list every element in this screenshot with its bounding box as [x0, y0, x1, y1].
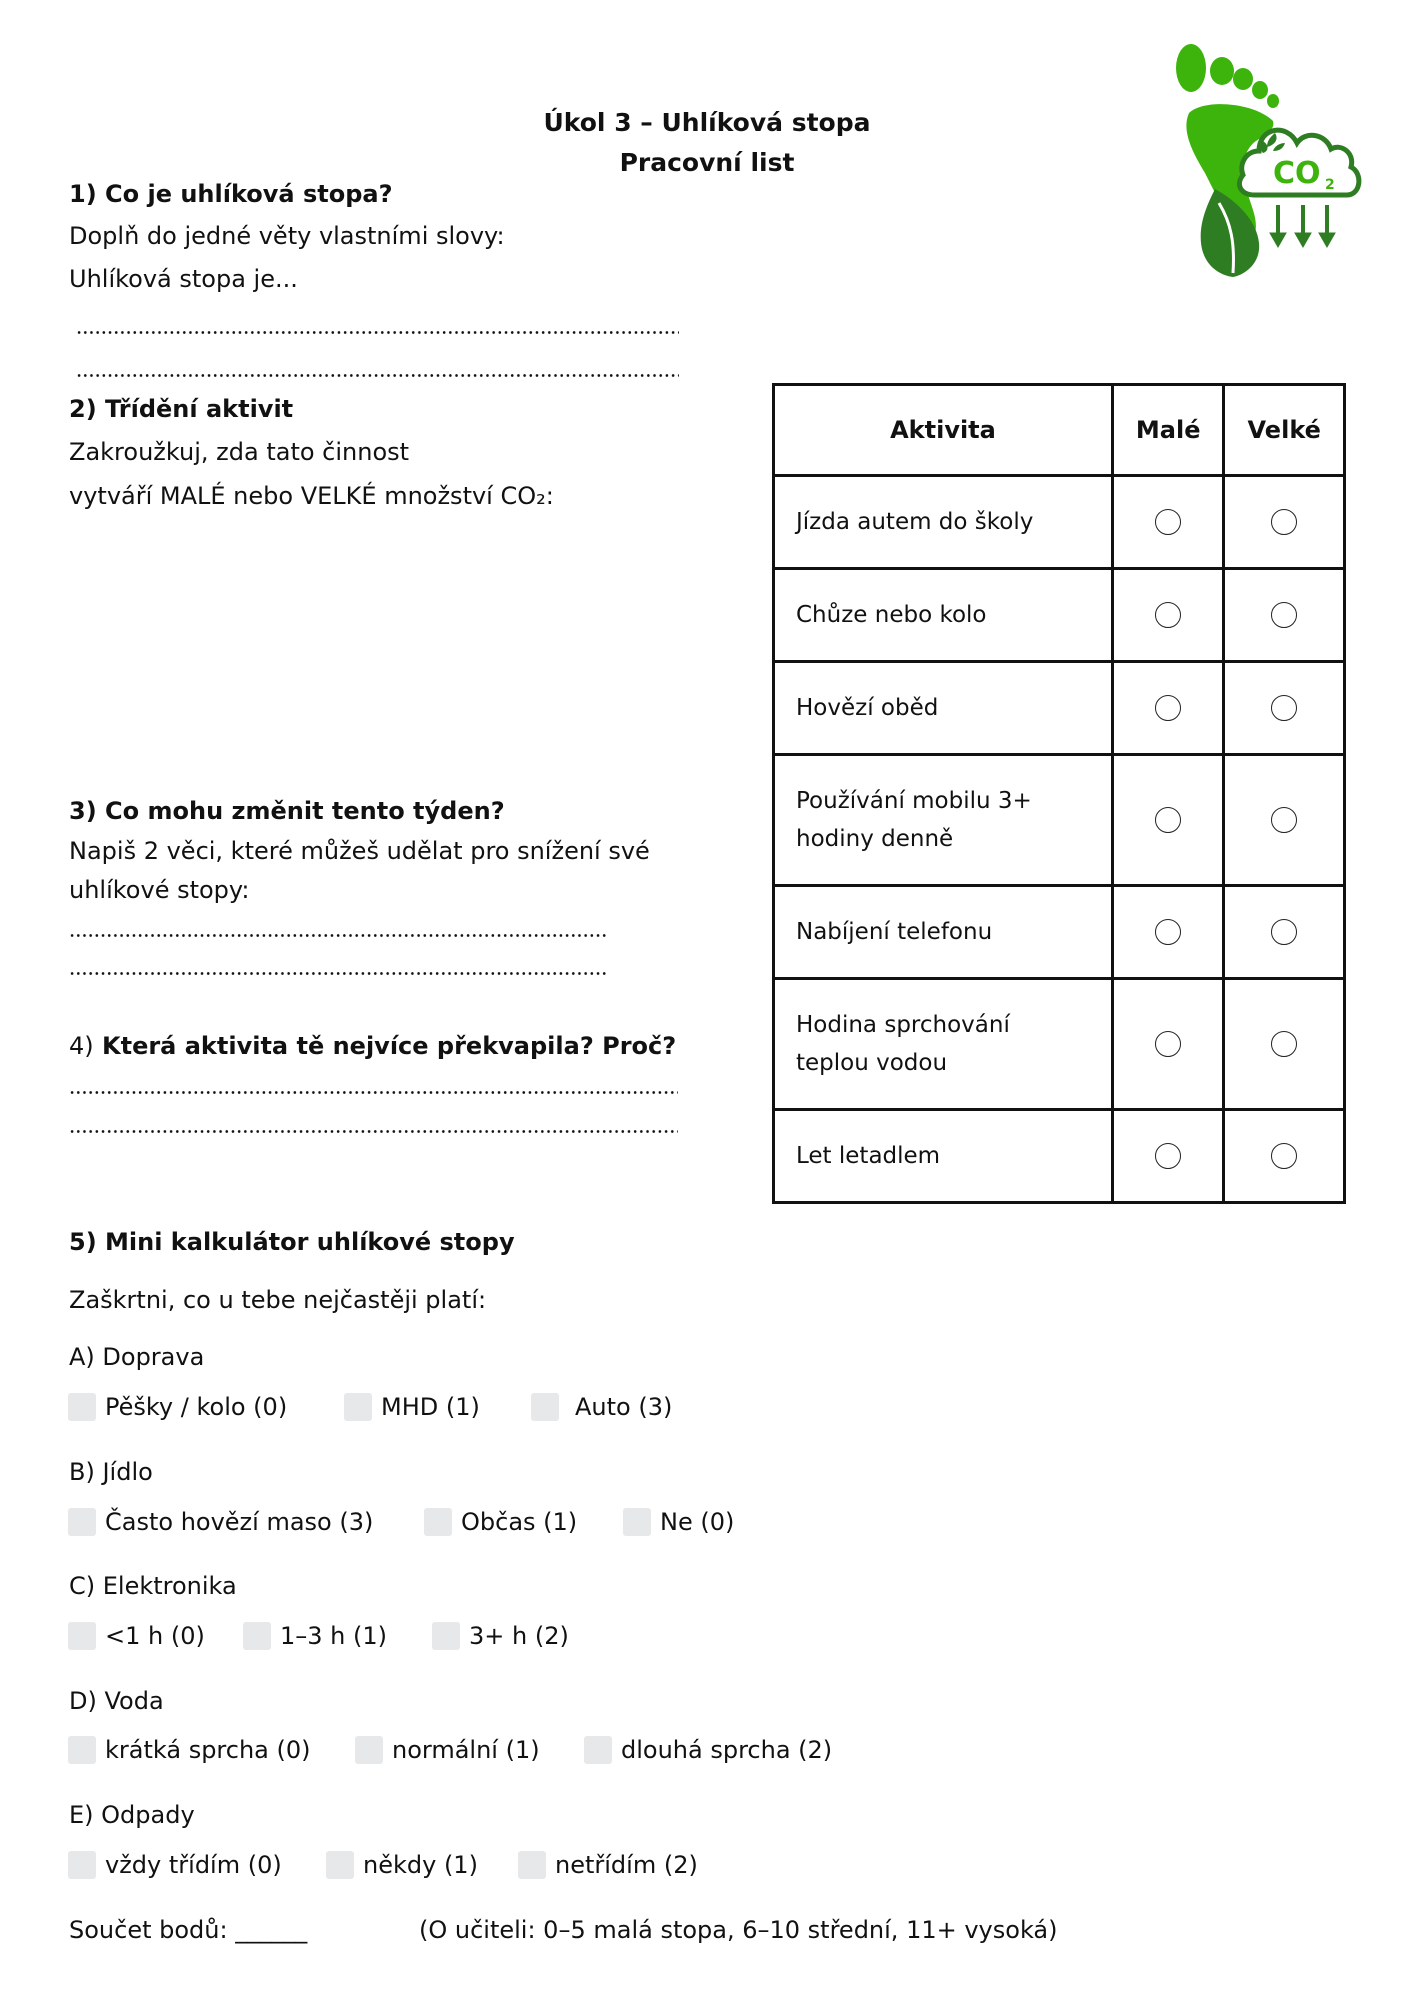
options-transport — [68, 1393, 768, 1423]
answer-line[interactable] — [69, 1091, 678, 1094]
large-option-cell[interactable] — [1224, 569, 1345, 662]
section-3-instruction-line1: Napiš 2 věci, které můžeš udělat pro snížení své — [69, 837, 650, 865]
options-electronics — [68, 1622, 628, 1652]
option-label: <1 h (0) — [105, 1622, 205, 1650]
table-row — [774, 755, 1345, 886]
large-option-cell[interactable] — [1224, 1110, 1345, 1203]
option-label: krátká sprcha (0) — [105, 1736, 311, 1764]
answer-line[interactable] — [76, 331, 679, 334]
activity-label-line: Chůze nebo kolo — [796, 602, 987, 628]
option-label: 1–3 h (1) — [280, 1622, 388, 1650]
section-4-heading — [69, 1032, 676, 1060]
worksheet-subtitle: Pracovní list — [619, 148, 795, 177]
checkbox[interactable] — [432, 1622, 460, 1650]
co2-logo-text: CO — [1273, 156, 1321, 191]
answer-line[interactable] — [76, 374, 679, 377]
activity-label-line: Používání mobilu 3+ — [796, 788, 1032, 814]
checkbox[interactable] — [243, 1622, 271, 1650]
option-label: Pěšky / kolo (0) — [105, 1393, 288, 1421]
activity-label — [774, 755, 1113, 886]
checkbox[interactable] — [68, 1622, 96, 1650]
options-food — [68, 1508, 788, 1538]
answer-line[interactable] — [69, 1130, 678, 1133]
activity-label — [774, 1110, 1113, 1203]
checkbox[interactable] — [326, 1851, 354, 1879]
svg-text:2: 2 — [1325, 177, 1335, 193]
table-row — [774, 569, 1345, 662]
points-sum-field[interactable]: Součet bodů: ______ — [69, 1916, 308, 1944]
checkbox[interactable] — [355, 1736, 383, 1764]
activity-label-line: Let letadlem — [796, 1143, 941, 1169]
activity-label-line: Nabíjení telefonu — [796, 919, 993, 945]
section-2-instruction-line2: vytváří MALÉ nebo VELKÉ množství CO₂: — [69, 482, 554, 510]
answer-line[interactable] — [69, 972, 606, 975]
worksheet-title: Úkol 3 – Uhlíková stopa — [543, 108, 871, 137]
column-header-activity: Aktivita — [774, 385, 1113, 476]
activity-label — [774, 569, 1113, 662]
small-circle-option[interactable] — [1155, 695, 1181, 721]
option-label: vždy třídím (0) — [105, 1851, 282, 1879]
small-option-cell[interactable] — [1112, 569, 1224, 662]
table-row — [774, 662, 1345, 755]
table-header-row — [774, 385, 1345, 476]
option-label: normální (1) — [392, 1736, 540, 1764]
checkbox[interactable] — [424, 1508, 452, 1536]
option-label: Často hovězí maso (3) — [105, 1508, 374, 1536]
activity-label — [774, 662, 1113, 755]
section-3-instruction-line2: uhlíkové stopy: — [69, 876, 250, 904]
column-header-large: Velké — [1224, 385, 1345, 476]
answer-line[interactable] — [69, 934, 606, 937]
large-circle-option[interactable] — [1271, 807, 1297, 833]
table-row — [774, 476, 1345, 569]
section-2-heading: 2) Třídění aktivit — [69, 395, 294, 423]
large-circle-option[interactable] — [1271, 1031, 1297, 1057]
table-row — [774, 1110, 1345, 1203]
large-option-cell[interactable] — [1224, 755, 1345, 886]
section-5-heading: 5) Mini kalkulátor uhlíkové stopy — [69, 1228, 515, 1256]
section-1-heading: 1) Co je uhlíková stopa? — [69, 180, 393, 208]
teacher-note: (O učiteli: 0–5 malá stopa, 6–10 střední, 11+ vysoká) — [419, 1916, 1058, 1944]
large-option-cell[interactable] — [1224, 662, 1345, 755]
option-label: Občas (1) — [461, 1508, 578, 1536]
option-label: někdy (1) — [363, 1851, 478, 1879]
column-header-small: Malé — [1112, 385, 1224, 476]
section-1-instruction: Doplň do jedné věty vlastními slovy: — [69, 222, 505, 250]
checkbox[interactable] — [68, 1393, 96, 1421]
activity-label-line: hodiny denně — [796, 826, 954, 852]
checkbox[interactable] — [68, 1736, 96, 1764]
group-label-food: B) Jídlo — [69, 1458, 153, 1486]
option-label: netřídím (2) — [555, 1851, 698, 1879]
small-option-cell[interactable] — [1112, 476, 1224, 569]
small-circle-option[interactable] — [1155, 807, 1181, 833]
large-circle-option[interactable] — [1271, 1143, 1297, 1169]
small-option-cell[interactable] — [1112, 979, 1224, 1110]
checkbox[interactable] — [531, 1393, 559, 1421]
activity-label-line: Hovězí oběd — [796, 695, 939, 721]
checkbox[interactable] — [68, 1851, 96, 1879]
group-label-transport: A) Doprava — [69, 1343, 205, 1371]
checkbox[interactable] — [344, 1393, 372, 1421]
section-3-heading: 3) Co mohu změnit tento týden? — [69, 797, 505, 825]
large-circle-option[interactable] — [1271, 602, 1297, 628]
section-4-number: 4) — [69, 1032, 94, 1060]
options-water — [68, 1736, 868, 1766]
small-circle-option[interactable] — [1155, 602, 1181, 628]
large-option-cell[interactable] — [1224, 476, 1345, 569]
section-5-instruction: Zaškrtni, co u tebe nejčastěji platí: — [69, 1286, 487, 1314]
activity-label — [774, 886, 1113, 979]
checkbox[interactable] — [68, 1508, 96, 1536]
small-circle-option[interactable] — [1155, 919, 1181, 945]
section-1-prompt: Uhlíková stopa je... — [69, 265, 298, 293]
activity-label-line: Jízda autem do školy — [796, 509, 1034, 535]
group-label-water: D) Voda — [69, 1687, 164, 1715]
checkbox[interactable] — [584, 1736, 612, 1764]
small-option-cell[interactable] — [1112, 755, 1224, 886]
activity-label-line: teplou vodou — [796, 1050, 948, 1076]
table-row — [774, 979, 1345, 1110]
down-arrows-icon — [1270, 205, 1335, 247]
section-2-instruction-line1: Zakroužkuj, zda tato činnost — [69, 438, 410, 466]
large-option-cell[interactable] — [1224, 886, 1345, 979]
group-label-electronics: C) Elektronika — [69, 1572, 237, 1600]
small-option-cell[interactable] — [1112, 886, 1224, 979]
option-label: Ne (0) — [660, 1508, 735, 1536]
option-label: MHD (1) — [381, 1393, 480, 1421]
small-circle-option[interactable] — [1155, 1031, 1181, 1057]
checkbox[interactable] — [623, 1508, 651, 1536]
large-circle-option[interactable] — [1271, 695, 1297, 721]
carbon-footprint-icon — [1175, 43, 1365, 277]
option-label: 3+ h (2) — [469, 1622, 569, 1650]
large-circle-option[interactable] — [1271, 509, 1297, 535]
activity-label — [774, 979, 1113, 1110]
small-circle-option[interactable] — [1155, 509, 1181, 535]
option-label: dlouhá sprcha (2) — [621, 1736, 833, 1764]
option-label: Auto (3) — [575, 1393, 673, 1421]
large-option-cell[interactable] — [1224, 979, 1345, 1110]
activity-label-line: Hodina sprchování — [796, 1012, 1010, 1038]
checkbox[interactable] — [518, 1851, 546, 1879]
section-4-question: Která aktivita tě nejvíce překvapila? Proč? — [102, 1032, 677, 1060]
table-row — [774, 886, 1345, 979]
activity-label — [774, 476, 1113, 569]
group-label-waste: E) Odpady — [69, 1801, 195, 1829]
small-circle-option[interactable] — [1155, 1143, 1181, 1169]
options-waste — [68, 1851, 708, 1881]
small-option-cell[interactable] — [1112, 662, 1224, 755]
small-option-cell[interactable] — [1112, 1110, 1224, 1203]
activity-table — [772, 383, 1346, 1204]
large-circle-option[interactable] — [1271, 919, 1297, 945]
